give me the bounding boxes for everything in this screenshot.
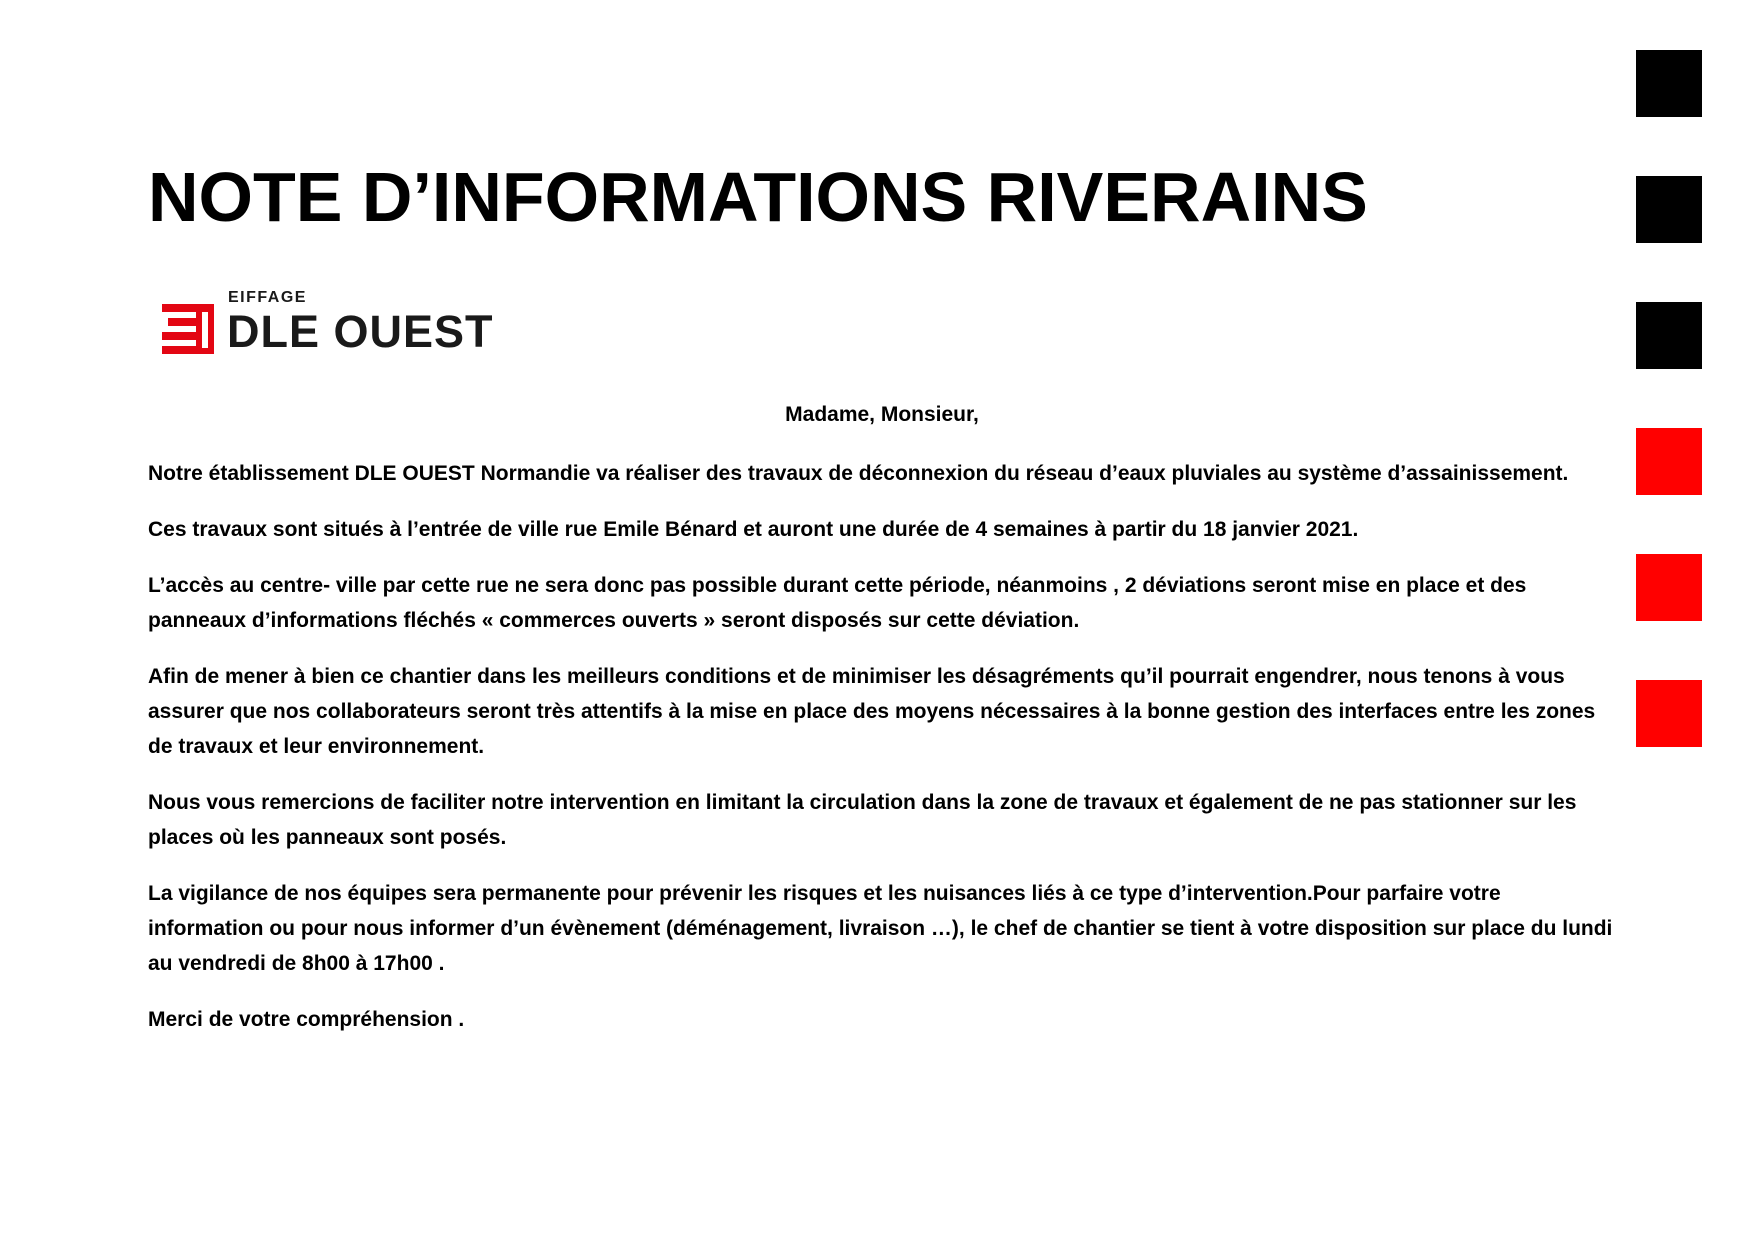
decorative-square: [1636, 554, 1702, 621]
salutation: Madame, Monsieur,: [785, 403, 979, 426]
decorative-square: [1636, 50, 1702, 117]
logo-main-text: DLE OUEST: [227, 306, 494, 357]
paragraph-location: Ces travaux sont situés à l’entrée de ville rue Emile Bénard et auront une durée de 4 semaines à partir du 18 janvier 2021.: [148, 518, 1359, 541]
paragraph-access: L’accès au centre- ville par cette rue ne sera donc pas possible durant cette période, néanmoins , 2 déviations seront mise en place et des panneaux d’informations fléchés « commerces ouverts » seront disposés sur cette déviation.: [148, 574, 1527, 632]
company-logo: [162, 288, 522, 358]
decorative-square: [1636, 176, 1702, 243]
paragraph-closing: Merci de votre compréhension .: [148, 1008, 465, 1031]
paragraph-vigilance: La vigilance de nos équipes sera permanente pour prévenir les risques et les nuisances liés à ce type d’intervention.Pour parfaire votre information ou pour nous informer d’un évènement (déménagement, livraison …), le chef de chantier se tient à votre disposition sur place du lundi au vendredi de 8h00 à 17h00 .: [148, 882, 1613, 975]
logo-small-text: EIFFAGE: [228, 289, 307, 306]
decorative-square: [1636, 428, 1702, 495]
paragraph-request: Nous vous remercions de faciliter notre intervention en limitant la circulation dans la zone de travaux et également de ne pas stationner sur les places où les panneaux sont posés.: [148, 791, 1577, 849]
paragraph-commitment: Afin de mener à bien ce chantier dans les meilleurs conditions et de minimiser les désagréments qu’il pourrait engendrer, nous tenons à vous assurer que nos collaborateurs seront très attentifs à la mise en place des moyens nécessaires à la bonne gestion des interfaces entre les zones de travaux et leur environnement.: [148, 665, 1596, 758]
paragraph-intro: Notre établissement DLE OUEST Normandie va réaliser des travaux de déconnexion du réseau d’eaux pluviales au système d’assainissement.: [148, 462, 1569, 485]
decorative-square: [1636, 302, 1702, 369]
eiffage-logo-icon: [162, 304, 214, 354]
letter-body: [148, 456, 1616, 1058]
decorative-square: [1636, 680, 1702, 747]
page-title: NOTE D’INFORMATIONS RIVERAINS: [148, 158, 1368, 236]
